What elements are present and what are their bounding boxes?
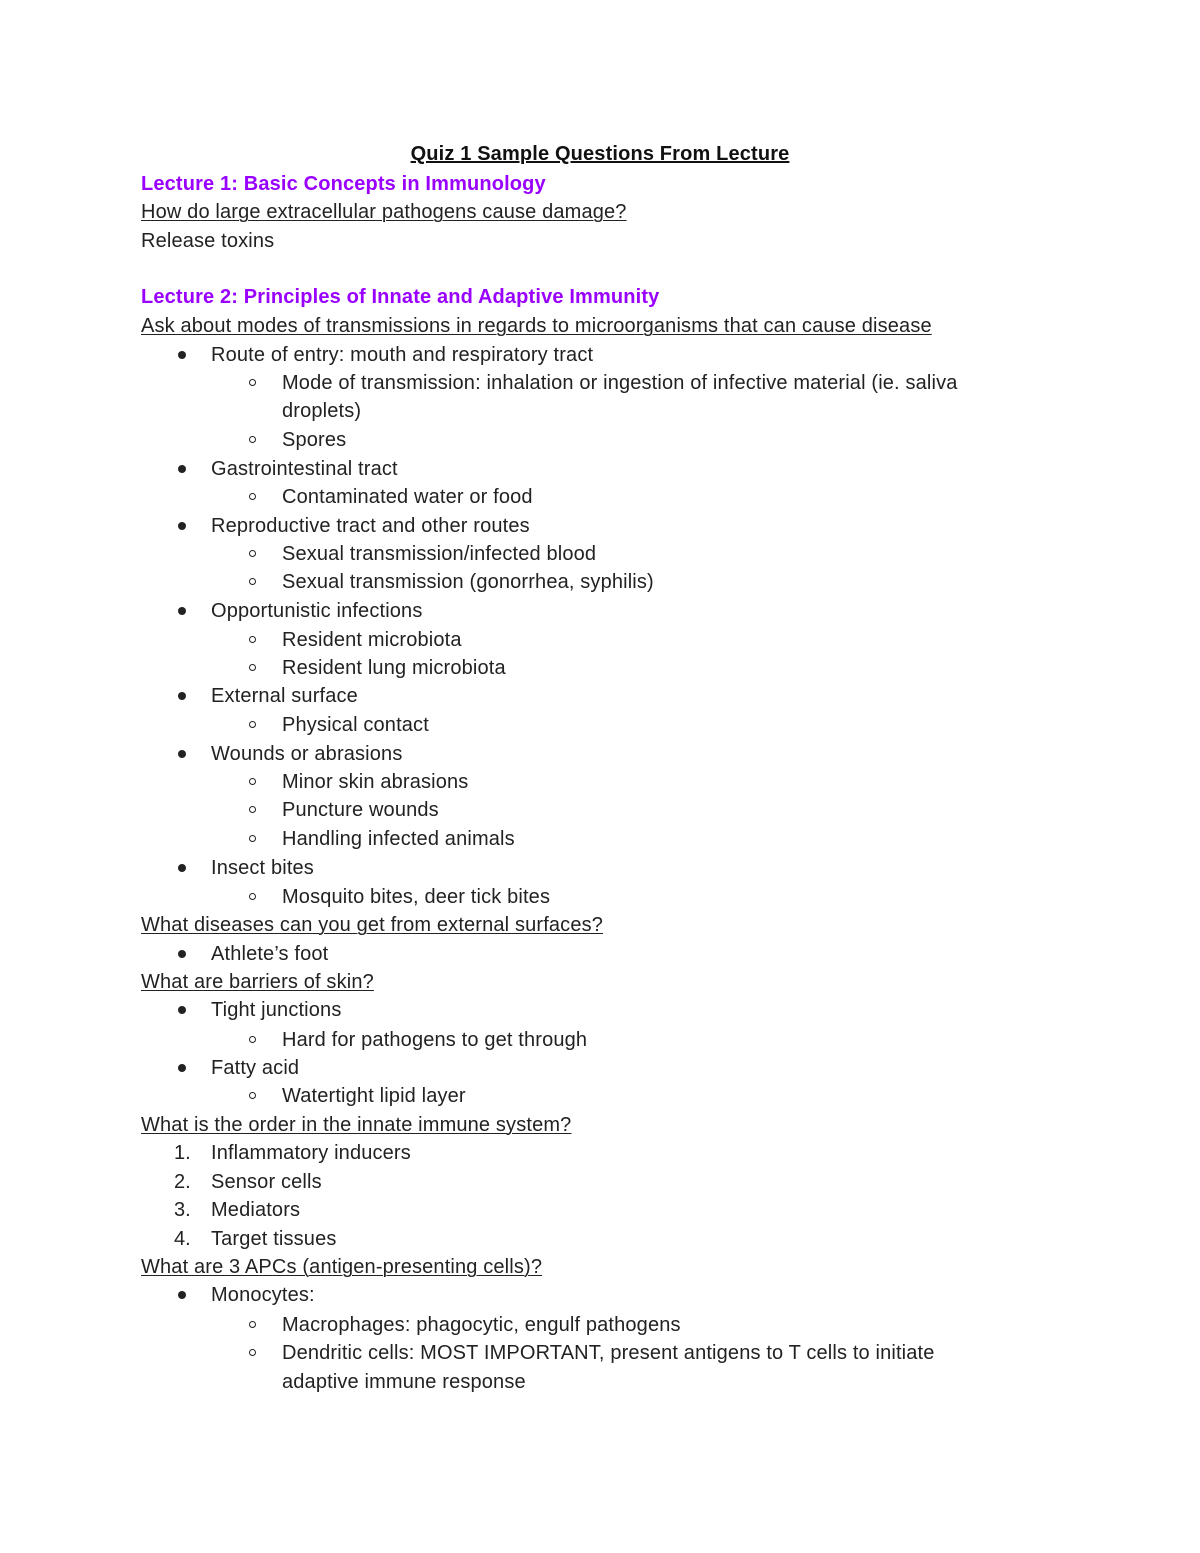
sub-list-item: Macrophages: phagocytic, engulf pathogens [282,1314,681,1336]
list-item: Gastrointestinal tract [211,458,398,480]
question-text: What are 3 APCs (antigen-presenting cells)? [141,1256,543,1278]
sub-list-item: Dendritic cells: MOST IMPORTANT, present antigens to T cells to initiate [282,1342,935,1364]
question-text: What is the order in the innate immune system? [141,1114,572,1136]
circle-bullet-icon [249,436,256,443]
lecture-2-heading: Lecture 2: Principles of Innate and Adaptive Immunity [141,286,660,308]
sub-list-item: Physical contact [282,714,429,736]
list-item: Monocytes: [211,1284,315,1306]
list-item: Wounds or abrasions [211,743,403,765]
question-text: Ask about modes of transmissions in regards to microorganisms that can cause disease [141,315,932,337]
circle-bullet-icon [249,636,256,643]
circle-bullet-icon [249,578,256,585]
circle-bullet-icon [249,379,256,386]
circle-bullet-icon [249,893,256,900]
bullet-icon [178,607,186,615]
numbered-list-item: Mediators [211,1199,301,1221]
circle-bullet-icon [249,550,256,557]
bullet-icon [178,950,186,958]
sub-list-item: Mosquito bites, deer tick bites [282,886,551,908]
list-number: 1. [174,1142,191,1164]
sub-list-item: Resident lung microbiota [282,657,506,679]
list-number: 2. [174,1171,191,1193]
sub-list-item: Sexual transmission/infected blood [282,543,597,565]
sub-list-item: Resident microbiota [282,629,462,651]
bullet-icon [178,465,186,473]
bullet-icon [178,1064,186,1072]
question-text: What are barriers of skin? [141,971,374,993]
numbered-list-item: Target tissues [211,1228,337,1250]
list-item: Athlete’s foot [211,943,329,965]
circle-bullet-icon [249,778,256,785]
document-title: Quiz 1 Sample Questions From Lecture [410,143,790,165]
bullet-icon [178,522,186,530]
numbered-list-item: Sensor cells [211,1171,322,1193]
bullet-icon [178,692,186,700]
list-item: Route of entry: mouth and respiratory tract [211,344,594,366]
bullet-icon [178,1291,186,1299]
bullet-icon [178,1006,186,1014]
sub-list-item: Hard for pathogens to get through [282,1029,588,1051]
question-text: How do large extracellular pathogens cause damage? [141,201,627,223]
circle-bullet-icon [249,664,256,671]
lecture-1-heading: Lecture 1: Basic Concepts in Immunology [141,173,546,195]
sub-list-item: Handling infected animals [282,828,515,850]
sub-list-item: Sexual transmission (gonorrhea, syphilis) [282,571,654,593]
list-item: Fatty acid [211,1057,300,1079]
circle-bullet-icon [249,721,256,728]
circle-bullet-icon [249,806,256,813]
numbered-list-item: Inflammatory inducers [211,1142,411,1164]
sub-list-item: Minor skin abrasions [282,771,469,793]
sub-list-item: Puncture wounds [282,799,439,821]
sub-list-item: Mode of transmission: inhalation or ingestion of infective material (ie. saliva [282,372,958,394]
list-item: Reproductive tract and other routes [211,515,530,537]
list-number: 4. [174,1228,191,1250]
sub-list-item-continuation: adaptive immune response [282,1371,526,1393]
question-text: What diseases can you get from external surfaces? [141,914,604,936]
circle-bullet-icon [249,1092,256,1099]
bullet-icon [178,864,186,872]
sub-list-item: Watertight lipid layer [282,1085,466,1107]
list-number: 3. [174,1199,191,1221]
sub-list-item: Contaminated water or food [282,486,533,508]
circle-bullet-icon [249,1349,256,1356]
circle-bullet-icon [249,1321,256,1328]
list-item: Opportunistic infections [211,600,423,622]
bullet-icon [178,351,186,359]
circle-bullet-icon [249,835,256,842]
sub-list-item: Spores [282,429,347,451]
circle-bullet-icon [249,1036,256,1043]
list-item: Insect bites [211,857,314,879]
sub-list-item-continuation: droplets) [282,400,362,422]
circle-bullet-icon [249,493,256,500]
bullet-icon [178,750,186,758]
answer-text: Release toxins [141,230,275,252]
list-item: Tight junctions [211,999,342,1021]
list-item: External surface [211,685,358,707]
